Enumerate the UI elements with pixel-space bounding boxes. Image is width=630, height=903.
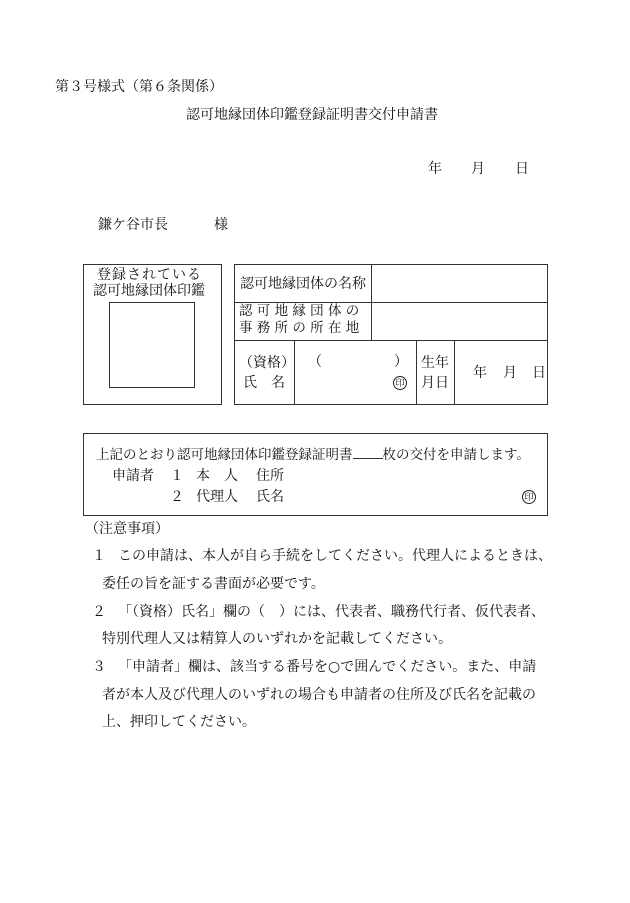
name-label: 氏 名 (243, 375, 285, 391)
representative-name-field[interactable] (298, 372, 388, 396)
applicant-option2-number[interactable]: ２ (170, 489, 184, 505)
notes-heading: （注意事項） (85, 521, 169, 537)
applicant-seal-mark: 印 (522, 490, 536, 504)
applicant-label: 申請者 (112, 468, 154, 484)
seal-impression-area[interactable] (109, 302, 195, 388)
table-col-divider-dob-value (454, 340, 455, 405)
office-address-field[interactable] (373, 304, 546, 338)
note-2-line1: 「（資格）氏名」欄の（ ）には、代表者、職務代行者、仮代表者、 (118, 604, 545, 620)
note-1-line2: 委任の旨を証する書面が必要です。 (102, 576, 325, 592)
applicant-option1-number[interactable]: １ (170, 468, 184, 484)
org-name-field[interactable] (373, 266, 546, 300)
qualification-field[interactable] (320, 352, 392, 370)
form-number: 第３号様式（第６条関係） (55, 79, 223, 95)
table-col-divider-label (371, 264, 372, 341)
form-title: 認可地縁団体印鑑登録証明書交付申請書 (186, 107, 438, 123)
seal-box-label-line2: 認可地縁団体印鑑 (93, 283, 205, 299)
note-3-line2: 者が本人及び代理人のいずれの場合も申請者の住所及び氏名を記載の (102, 687, 536, 703)
applicant-option2-label: 代理人 (196, 489, 238, 505)
addressee-honorific: 様 (214, 217, 228, 233)
addressee-mayor: 鎌ケ谷市長 (98, 217, 168, 233)
dob-label-line1: 生年 (421, 355, 449, 371)
request-text-after: 枚の交付を申請します。 (382, 447, 530, 463)
applicant-address-field[interactable] (290, 466, 520, 486)
office-address-label-line1: 認 可 地 縁 団 体 の (239, 303, 360, 319)
applicant-address-label: 住所 (256, 468, 284, 484)
note-1-number: １ (92, 548, 106, 564)
applicant-name-label: 氏名 (256, 489, 284, 505)
applicant-name-field[interactable] (290, 487, 510, 507)
note-2-line2: 特別代理人又は精算人のいずれかを記載してください。 (102, 631, 452, 647)
note-3-line1: 「申請者」欄は、該当する番号を○で囲んでください。また、申請 (118, 659, 537, 675)
table-col-divider-dob (416, 340, 417, 405)
seal-box-label-line1: 登録されている (97, 267, 202, 283)
certificate-count-field[interactable] (353, 446, 383, 459)
dob-year: 年 (473, 365, 487, 381)
request-statement (96, 446, 530, 463)
applicant-option1-label: 本 人 (196, 468, 238, 484)
date-day: 日 (515, 161, 529, 177)
date-year: 年 (428, 161, 442, 177)
qualification-paren-close: ） (394, 354, 408, 370)
note-2-number: ２ (92, 604, 106, 620)
table-col-divider-name (294, 340, 295, 405)
request-text-before: 上記のとおり認可地縁団体印鑑登録証明書 (96, 447, 353, 463)
dob-label-line2: 月日 (421, 375, 449, 391)
qualification-paren-open: （ (308, 354, 322, 370)
dob-day: 日 (532, 365, 546, 381)
date-month: 月 (471, 161, 485, 177)
note-3-line3: 上、押印してください。 (102, 714, 256, 730)
org-name-label: 認可地縁団体の名称 (240, 276, 366, 292)
qualification-label: （資格） (239, 355, 295, 371)
office-address-label-line2: 事 務 所 の 所 在 地 (239, 320, 360, 336)
table-row-divider-2 (234, 340, 548, 341)
name-seal-mark: 印 (393, 376, 407, 390)
note-3-number: ３ (92, 659, 106, 675)
dob-month: 月 (503, 365, 517, 381)
note-1-line1: この申請は、本人が自ら手続をしてください。代理人によるときは、 (118, 548, 552, 564)
